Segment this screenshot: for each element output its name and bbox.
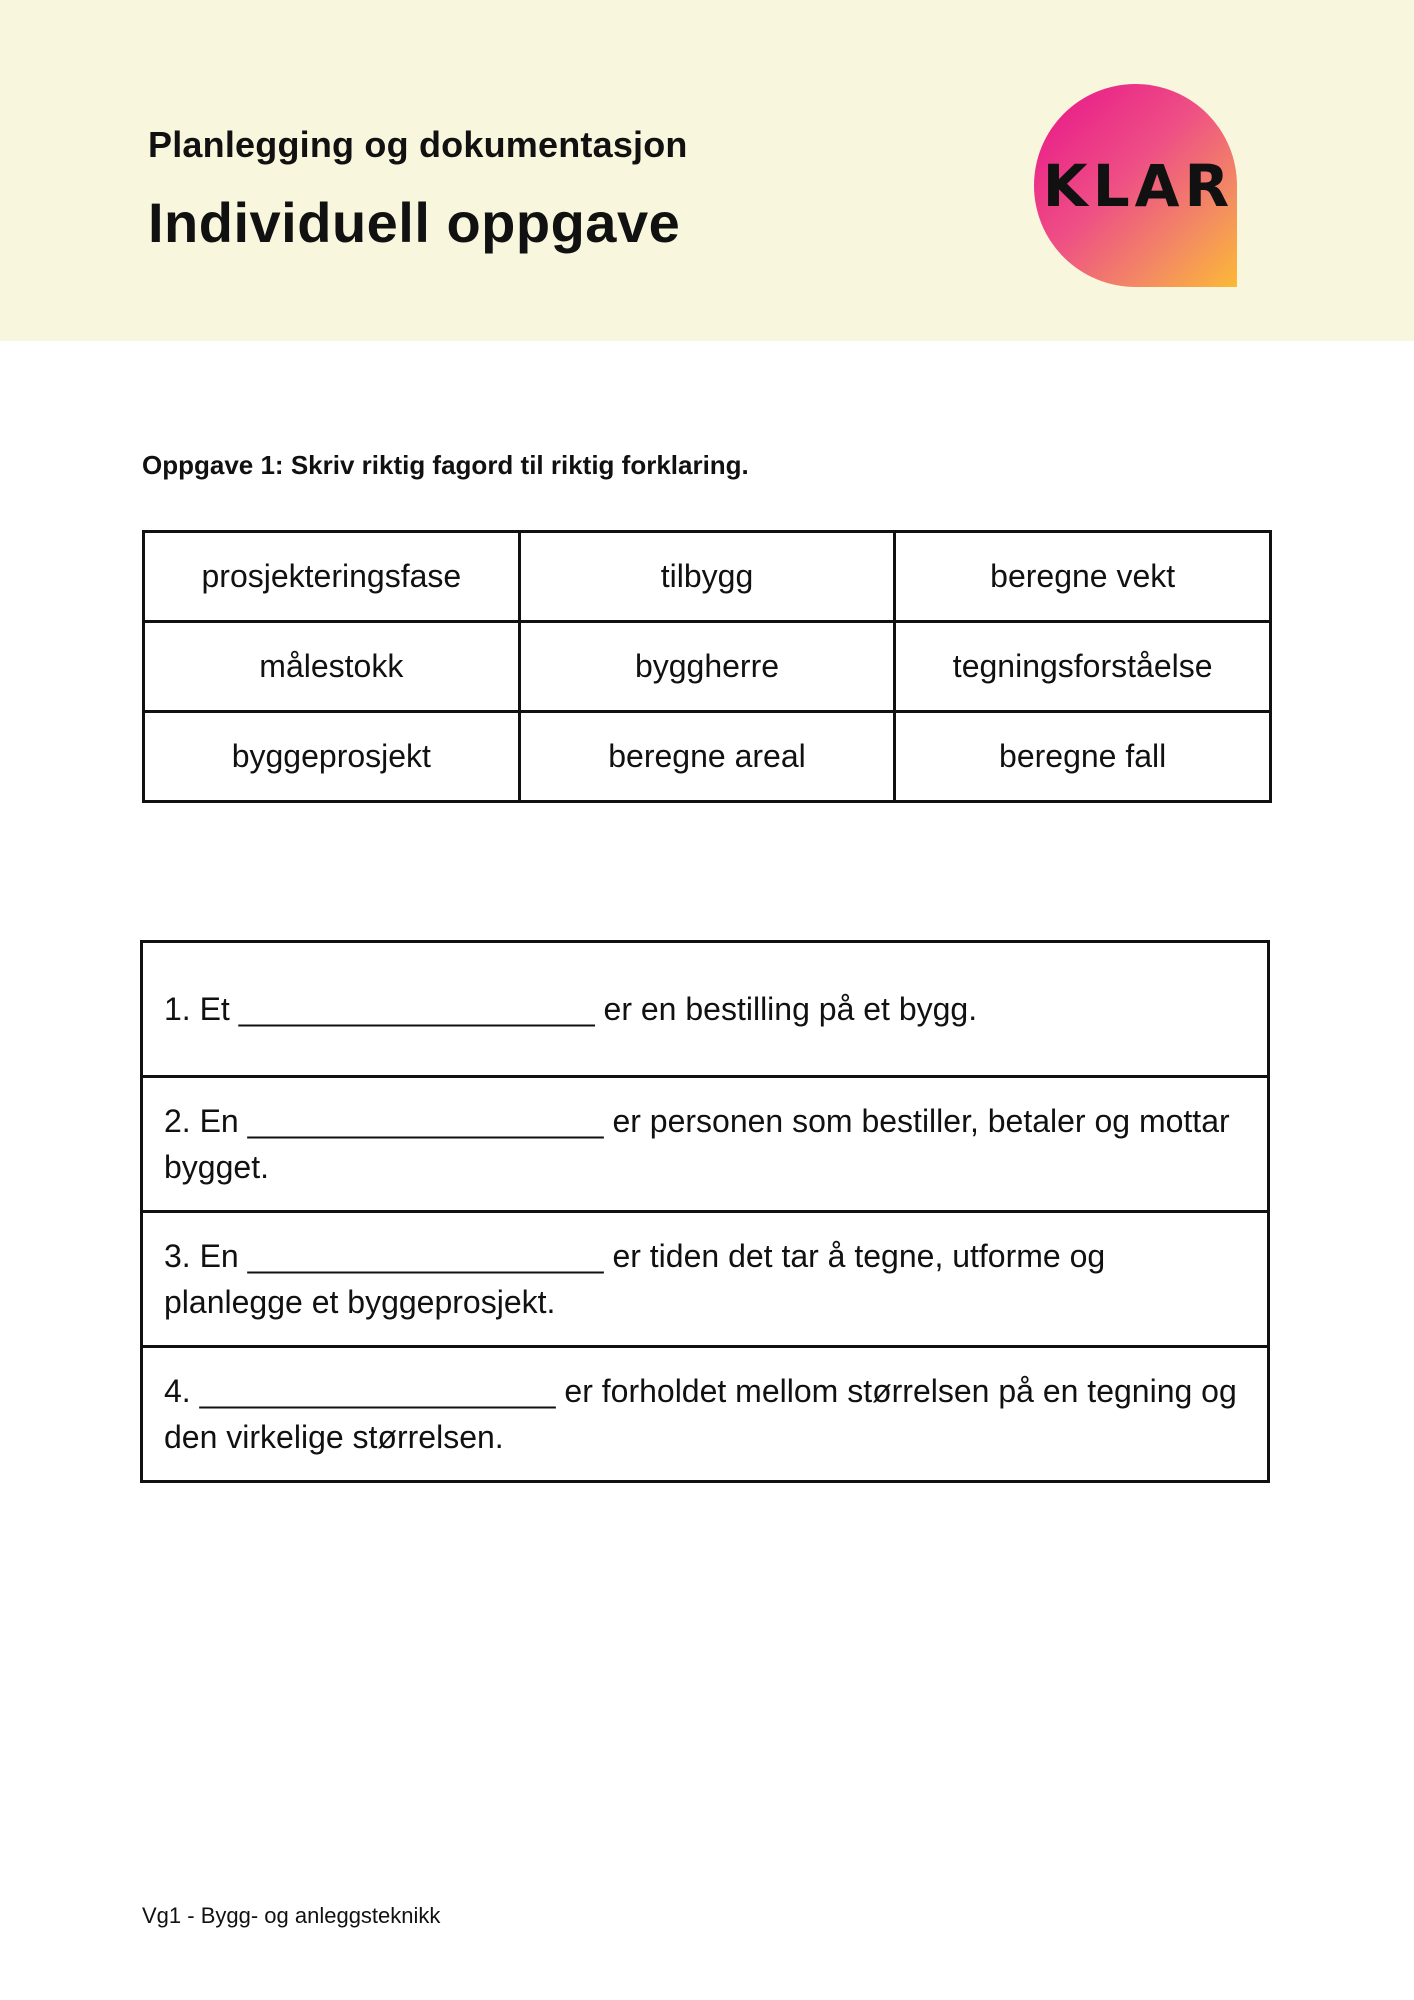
sentence-2: 2. En ____________________ er personen som bestiller, betaler og mottar bygget.: [142, 1077, 1269, 1212]
word-bank-cell: byggherre: [519, 622, 895, 712]
sentence-3: 3. En ____________________ er tiden det tar å tegne, utforme og planlegge et byggeprosjekt.: [142, 1212, 1269, 1347]
klar-logo: [1034, 84, 1237, 287]
word-bank-row: [144, 532, 1271, 622]
sentence-4: 4. ____________________ er forholdet mellom størrelsen på en tegning og den virkelige størrelsen.: [142, 1347, 1269, 1482]
word-bank-cell: beregne vekt: [895, 532, 1271, 622]
document-title: Individuell oppgave: [148, 191, 681, 254]
sentence-row: [142, 942, 1269, 1077]
word-bank-cell: byggeprosjekt: [144, 712, 520, 802]
task-heading: Oppgave 1: Skriv riktig fagord til riktig forklaring.: [142, 450, 749, 480]
sentence-1: 1. Et ____________________ er en bestilling på et bygg.: [142, 942, 1269, 1077]
word-bank-cell: prosjekteringsfase: [144, 532, 520, 622]
sentence-table: [140, 940, 1270, 1483]
word-bank-cell: beregne areal: [519, 712, 895, 802]
sentence-row: [142, 1347, 1269, 1482]
word-bank-cell: målestokk: [144, 622, 520, 712]
word-bank-cell: beregne fall: [895, 712, 1271, 802]
document-subtitle: Planlegging og dokumentasjon: [148, 124, 688, 165]
word-bank-table: [142, 530, 1272, 803]
word-bank-cell: tilbygg: [519, 532, 895, 622]
sentence-row: [142, 1212, 1269, 1347]
footer-text: Vg1 - Bygg- og anleggsteknikk: [142, 1903, 441, 1928]
word-bank-row: [144, 712, 1271, 802]
sentence-row: [142, 1077, 1269, 1212]
logo-text: KLAR: [1042, 151, 1235, 220]
word-bank-row: [144, 622, 1271, 712]
word-bank-cell: tegningsforståelse: [895, 622, 1271, 712]
